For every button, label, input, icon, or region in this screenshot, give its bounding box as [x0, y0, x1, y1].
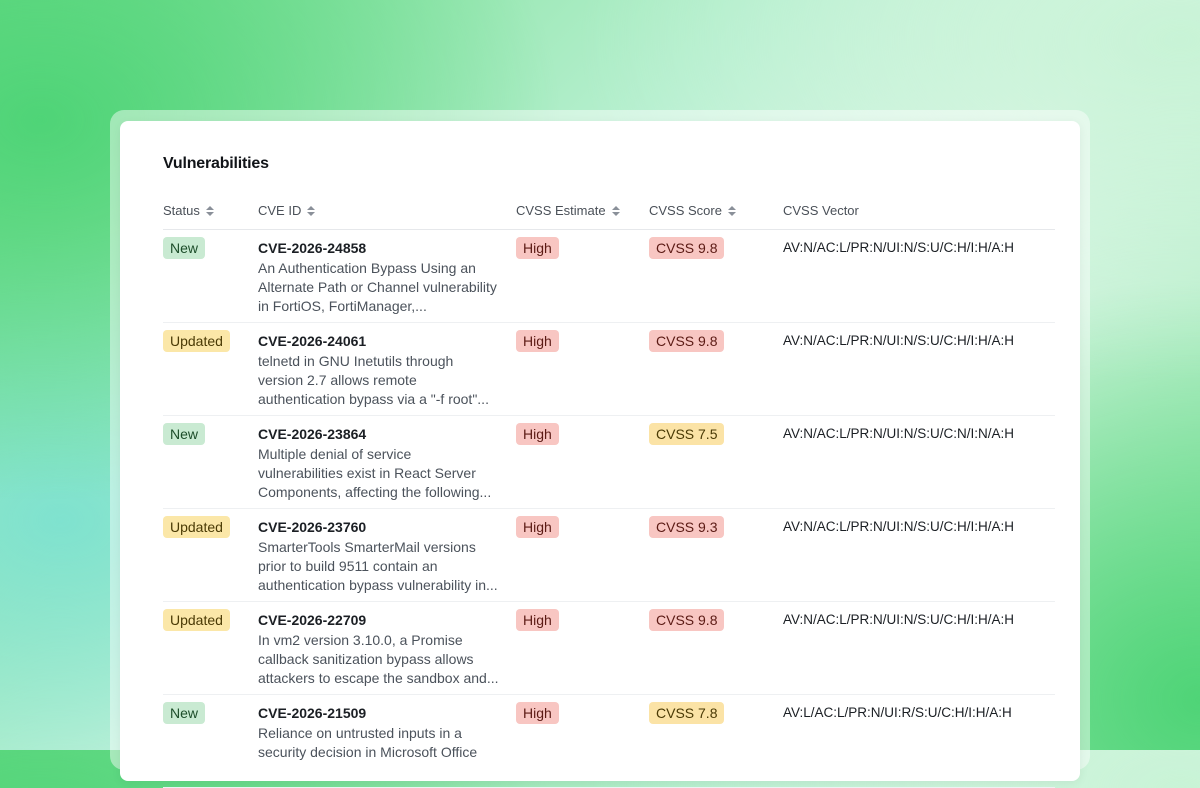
description-line: prior to build 9511 contain an — [258, 558, 438, 574]
cvss-estimate-badge: High — [516, 702, 559, 724]
description-line: security decision in Microsoft Office — [258, 744, 478, 760]
sort-icon[interactable] — [307, 205, 315, 217]
cve-cell — [258, 518, 508, 595]
cvss-estimate-badge: High — [516, 237, 559, 259]
cvss-vector: AV:N/AC:L/PR:N/UI:N/S:U/C:H/I:H/A:H — [783, 519, 1015, 534]
table-row[interactable] — [163, 230, 1055, 323]
description-line: Multiple denial of service — [258, 446, 412, 462]
column-header-cvss-vector — [783, 203, 859, 218]
column-header-cvss-estimate[interactable] — [516, 203, 620, 218]
cve-description — [258, 538, 508, 595]
cve-id-link[interactable]: CVE-2026-23760 — [258, 519, 367, 535]
cve-description — [258, 724, 508, 762]
cvss-score-badge: CVSS 7.8 — [649, 702, 724, 724]
cvss-estimate-badge: High — [516, 330, 559, 352]
cve-cell — [258, 704, 508, 762]
cve-description — [258, 259, 508, 316]
description-line: authentication bypass vulnerability in... — [258, 577, 498, 593]
description-line: attackers to escape the sandbox and... — [258, 670, 499, 686]
table-row[interactable] — [163, 416, 1055, 509]
table-row[interactable] — [163, 509, 1055, 602]
vulnerabilities-card — [120, 121, 1080, 781]
description-line: In vm2 version 3.10.0, a Promise — [258, 632, 463, 648]
description-line: Alternate Path or Channel vulnerability — [258, 279, 497, 295]
description-line: authentication bypass via a "-f root"... — [258, 391, 489, 407]
vulnerabilities-table — [163, 195, 1055, 788]
table-row[interactable] — [163, 602, 1055, 695]
sort-icon[interactable] — [206, 205, 214, 217]
cve-cell — [258, 611, 508, 688]
status-badge: New — [163, 423, 205, 445]
description-line: vulnerabilities exist in React Server — [258, 465, 476, 481]
cve-id-link[interactable]: CVE-2026-23864 — [258, 426, 367, 442]
column-header-label: CVSS Estimate — [516, 203, 606, 218]
table-header — [163, 195, 1055, 230]
cve-id-link[interactable]: CVE-2026-22709 — [258, 612, 367, 628]
status-badge: Updated — [163, 516, 230, 538]
table-row[interactable] — [163, 323, 1055, 416]
cve-id-link[interactable]: CVE-2026-24858 — [258, 240, 367, 256]
status-badge: Updated — [163, 609, 230, 631]
column-header-label: CVSS Vector — [783, 203, 859, 218]
column-header-label: CVSS Score — [649, 203, 722, 218]
column-header-label: CVE ID — [258, 203, 302, 218]
column-header-cve-id[interactable] — [258, 203, 315, 218]
description-line: Reliance on untrusted inputs in a — [258, 725, 462, 741]
description-line: An Authentication Bypass Using an — [258, 260, 476, 276]
cvss-score-badge: CVSS 9.8 — [649, 330, 724, 352]
cvss-estimate-badge: High — [516, 609, 559, 631]
cvss-vector: AV:N/AC:L/PR:N/UI:N/S:U/C:N/I:N/A:H — [783, 426, 1015, 441]
cve-cell — [258, 332, 508, 409]
table-row[interactable] — [163, 695, 1055, 788]
description-line: version 2.7 allows remote — [258, 372, 417, 388]
column-header-label: Status — [163, 203, 200, 218]
description-line: callback sanitization bypass allows — [258, 651, 474, 667]
card-title: Vulnerabilities — [163, 155, 269, 172]
cvss-estimate-badge: High — [516, 516, 559, 538]
cvss-vector: AV:N/AC:L/PR:N/UI:N/S:U/C:H/I:H/A:H — [783, 612, 1015, 627]
table-body — [163, 230, 1055, 788]
sort-icon[interactable] — [728, 205, 736, 217]
cvss-score-badge: CVSS 7.5 — [649, 423, 724, 445]
cve-id-link[interactable]: CVE-2026-24061 — [258, 333, 367, 349]
cvss-vector: AV:L/AC:L/PR:N/UI:R/S:U/C:H/I:H/A:H — [783, 705, 1012, 720]
column-header-status[interactable] — [163, 203, 214, 218]
cvss-vector: AV:N/AC:L/PR:N/UI:N/S:U/C:H/I:H/A:H — [783, 333, 1015, 348]
cvss-score-badge: CVSS 9.3 — [649, 516, 724, 538]
cve-id-link[interactable]: CVE-2026-21509 — [258, 705, 367, 721]
column-header-cvss-score[interactable] — [649, 203, 736, 218]
description-line: Components, affecting the following... — [258, 484, 492, 500]
status-badge: Updated — [163, 330, 230, 352]
sort-icon[interactable] — [612, 205, 620, 217]
cve-description — [258, 352, 508, 409]
cve-cell — [258, 239, 508, 316]
cvss-score-badge: CVSS 9.8 — [649, 237, 724, 259]
cve-cell — [258, 425, 508, 502]
cvss-estimate-badge: High — [516, 423, 559, 445]
description-line: telnetd in GNU Inetutils through — [258, 353, 454, 369]
cvss-score-badge: CVSS 9.8 — [649, 609, 724, 631]
cve-description — [258, 445, 508, 502]
status-badge: New — [163, 237, 205, 259]
status-badge: New — [163, 702, 205, 724]
cvss-vector: AV:N/AC:L/PR:N/UI:N/S:U/C:H/I:H/A:H — [783, 240, 1015, 255]
description-line: in FortiOS, FortiManager,... — [258, 298, 427, 314]
cve-description — [258, 631, 508, 688]
description-line: SmarterTools SmarterMail versions — [258, 539, 476, 555]
